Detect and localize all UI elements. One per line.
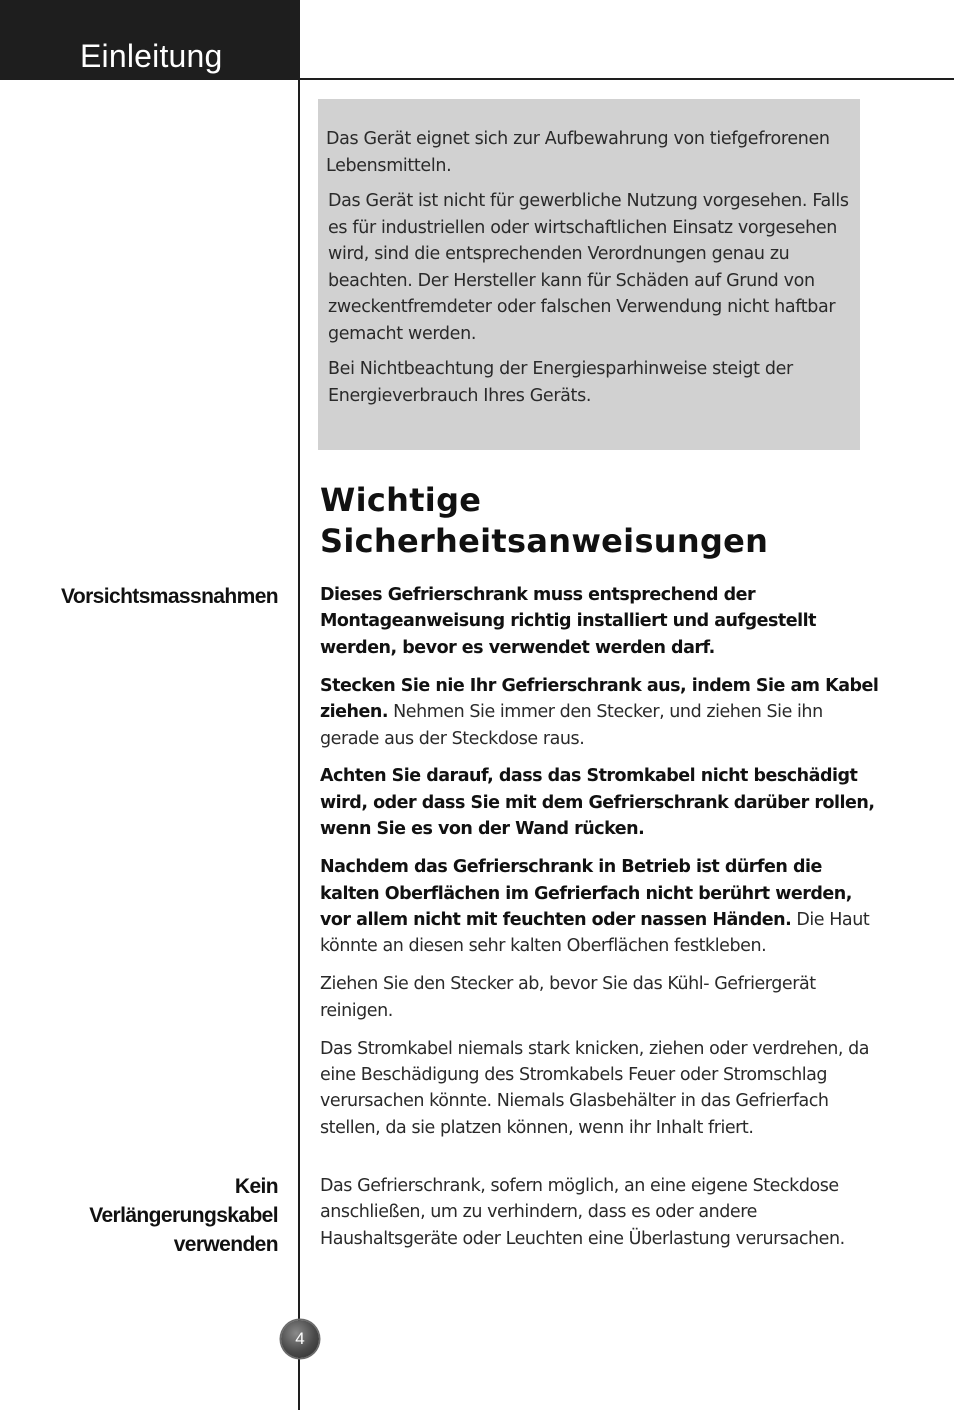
precaution-4-text: Die Haut könnte an diesen sehr kalten Oberflächen festkleben. bbox=[320, 909, 870, 957]
side-label-extension-line-3: verwenden bbox=[173, 1233, 278, 1256]
info-paragraph-3: Bei Nichtbeachtung der Energiesparhinweise steigt der Energieverbrauch Ihres Geräts. bbox=[328, 359, 793, 406]
precaution-1-bold: Dieses Gefrierschrank muss entsprechend der Montageanweisung richtig installiert und aufgestellt werden, bevor es verwendet werden darf. bbox=[320, 585, 816, 658]
precaution-2-bold: Stecken Sie nie Ihr Gefrierschrank aus, indem Sie am Kabel ziehen. bbox=[320, 675, 879, 723]
section-heading bbox=[320, 480, 880, 562]
column-divider bbox=[298, 80, 300, 1410]
precaution-4-bold: Nachdem das Gefrierschrank in Betrieb ist dürfen die kalten Oberflächen im Gefrierfach nicht berührt werden, vor allem nicht mit feuchten oder nassen Händen. bbox=[320, 857, 852, 930]
header-rule bbox=[300, 78, 954, 80]
precaution-2-text: Nehmen Sie immer den Stecker, und ziehen Sie ihn gerade aus der Steckdose raus. bbox=[320, 702, 823, 749]
precaution-paragraph-6: Das Stromkabel niemals stark knicken, ziehen oder verdrehen, da eine Beschädigung des Stromkabels Feuer oder Stromschlag verursachen könnte. Niemals Glasbehälter in das Gefrierfach stellen, da sie platzen können, wenn ihr Inhalt friert. bbox=[320, 1038, 870, 1138]
page-title: Einleitung bbox=[80, 38, 223, 74]
side-label-extension-line-2: Verlängerungskabel bbox=[89, 1204, 278, 1227]
side-label-extension-line-1: Kein bbox=[234, 1175, 278, 1198]
precaution-3-bold: Achten Sie darauf, dass das Stromkabel nicht beschädigt wird, oder dass Sie mit dem Gefrierschrank darüber rollen, wenn Sie es von der Wand rücken. bbox=[320, 766, 875, 840]
section-heading-line-1: Wichtige bbox=[320, 481, 482, 519]
extension-cable-section bbox=[320, 1173, 880, 1252]
precautions-section bbox=[320, 582, 880, 1153]
section-heading-line-2: Sicherheitsanweisungen bbox=[320, 522, 769, 560]
info-paragraph-1: Das Gerät eignet sich zur Aufbewahrung von tiefgefrorenen Lebensmitteln. bbox=[326, 129, 830, 176]
info-paragraph-2: Das Gerät ist nicht für gewerbliche Nutzung vorgesehen. Falls es für industriellen oder wirtschaftlichen Einsatz vorgesehen wird, sind die entsprechenden Verordnungen genau zu beachten. Der Hersteller kann für Schäden auf Grund von zweckentfremdeter oder falschen Verwendung nicht haftbar gemacht werden. bbox=[328, 191, 849, 344]
precaution-paragraph-2 bbox=[320, 673, 880, 752]
info-box bbox=[318, 99, 860, 450]
precaution-paragraph-3 bbox=[320, 763, 880, 842]
precaution-paragraph-1 bbox=[320, 582, 880, 661]
extension-paragraph-1: Das Gefrierschrank, sofern möglich, an eine eigene Steckdose anschließen, um zu verhindern, dass es oder andere Haushaltsgeräte oder Leuchten eine Überlastung verursachen. bbox=[320, 1176, 845, 1249]
precaution-paragraph-5: Ziehen Sie den Stecker ab, bevor Sie das Kühl- Gefriergerät reinigen. bbox=[320, 974, 816, 1021]
side-label-extension-cable bbox=[89, 1172, 278, 1259]
side-label-precautions: Vorsichtsmassnahmen bbox=[61, 585, 278, 608]
precaution-paragraph-4 bbox=[320, 854, 880, 960]
page-number-badge bbox=[281, 1320, 319, 1358]
page-number: 4 bbox=[295, 1329, 305, 1348]
